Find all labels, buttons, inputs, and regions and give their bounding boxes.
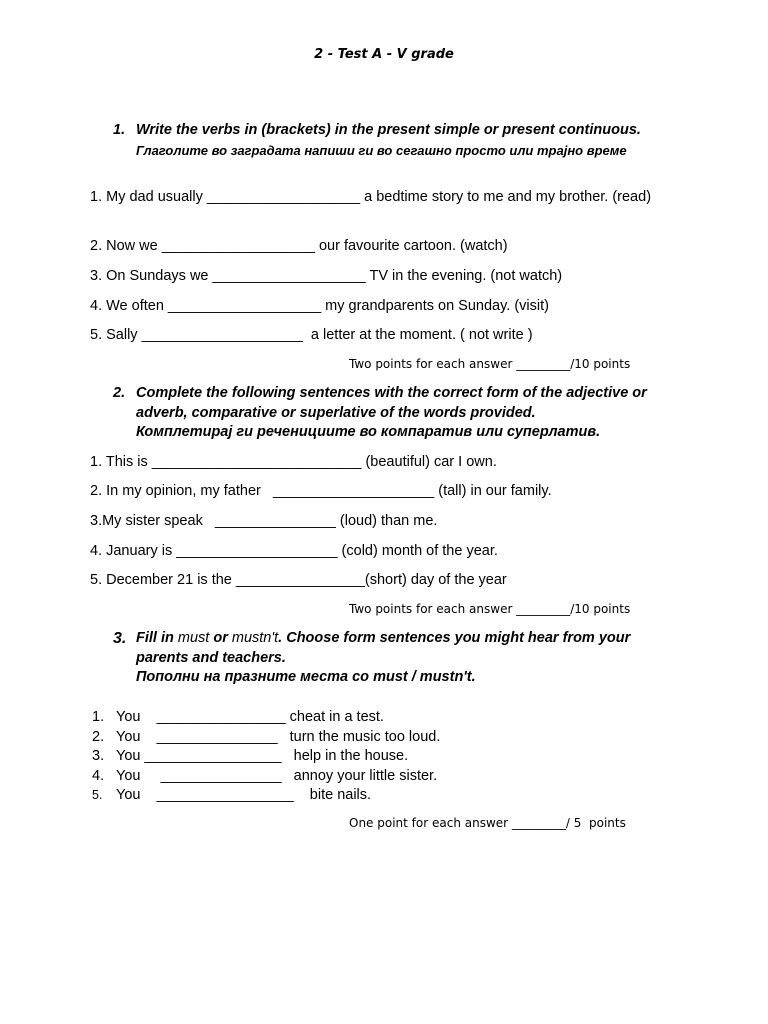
list-item: [90, 786, 690, 806]
list-item-number: 2.: [92, 728, 105, 745]
section-2-question-5: 5. December 21 is the ________________(short) day of the year: [90, 572, 507, 588]
list-item-number: 1.: [92, 709, 105, 725]
section-2-number: 2.: [113, 385, 126, 401]
list-item-number: 4.: [92, 767, 105, 784]
section-3-instruction-b: or: [209, 630, 232, 646]
section-2-question-3: 3.My sister speak _______________ (loud) than me.: [90, 513, 438, 529]
section-1-number: 1.: [113, 122, 126, 138]
section-1-instruction-mk: Глаголите во заградата напиши ги во сегашно просто или трајно време: [136, 142, 627, 158]
section-1-question-2: 2. Now we ___________________ our favourite cartoon. (watch): [90, 238, 508, 254]
section-3-instruction-line-2: parents and teachers.: [136, 649, 286, 666]
section-1-question-5: 5. Sally ____________________ a letter at the moment. ( not write ): [90, 327, 533, 343]
section-2-points: Two points for each answer _________/10 points: [349, 602, 631, 616]
section-2-instruction-line-2: adverb, comparative or superlative of the words provided.: [136, 404, 536, 421]
section-1-question-3: 3. On Sundays we ___________________ TV in the evening. (not watch): [90, 268, 563, 284]
list-item-text: You _______________ turn the music too loud.: [116, 728, 441, 745]
mustnt-keyword: mustn't: [231, 630, 279, 646]
list-item-text: You ________________ cheat in a test.: [116, 709, 384, 725]
section-1-heading: [113, 121, 693, 160]
list-item-number: 3.: [92, 748, 105, 764]
must-keyword: must: [177, 630, 210, 646]
section-2-instruction-line-1: Complete the following sentences with the correct form of the adjective or: [136, 385, 647, 401]
section-1-question-1: 1. My dad usually ___________________ a bedtime story to me and my brother. (read): [90, 189, 652, 205]
section-3-heading: [113, 629, 693, 688]
list-item-text: You _______________ annoy your little sister.: [116, 767, 438, 784]
section-1-question-4: 4. We often ___________________ my grandparents on Sunday. (visit): [90, 298, 549, 314]
section-2-question-4: 4. January is ____________________ (cold) month of the year.: [90, 543, 498, 559]
section-2-instruction-mk: Комплетирај ги реченициите во компаратив или суперлатив.: [136, 424, 601, 440]
section-3-instruction-a: Fill in: [136, 630, 178, 646]
page-title: 2 - Test A - V grade: [314, 47, 454, 62]
section-3-instruction-mk: Пополни на празните места со must / mustn't.: [136, 669, 476, 685]
section-2-question-1: 1. This is __________________________ (beautiful) car I own.: [90, 454, 497, 470]
section-1-instruction: Write the verbs in (brackets) in the present simple or present continuous.: [136, 122, 641, 138]
section-3-instruction-c: . Choose form sentences you might hear from your: [278, 630, 631, 646]
section-2-question-2: 2. In my opinion, my father ____________________ (tall) in our family.: [90, 483, 552, 499]
section-3-instruction-line-1: [136, 629, 693, 649]
section-2-heading: [113, 384, 693, 443]
list-item-number: 5.: [92, 788, 103, 802]
list-item: [90, 747, 690, 767]
list-item: [90, 708, 690, 728]
section-1-points: Two points for each answer _________/10 points: [349, 357, 631, 371]
list-item: [90, 728, 690, 748]
section-3-number: 3.: [113, 630, 127, 647]
list-item-text: You _________________ bite nails.: [116, 787, 372, 803]
list-item-text: You _________________ help in the house.: [116, 748, 409, 764]
section-3-list: [90, 708, 690, 806]
list-item: [90, 767, 690, 787]
section-3-points: One point for each answer _________/ 5 points: [349, 816, 626, 830]
